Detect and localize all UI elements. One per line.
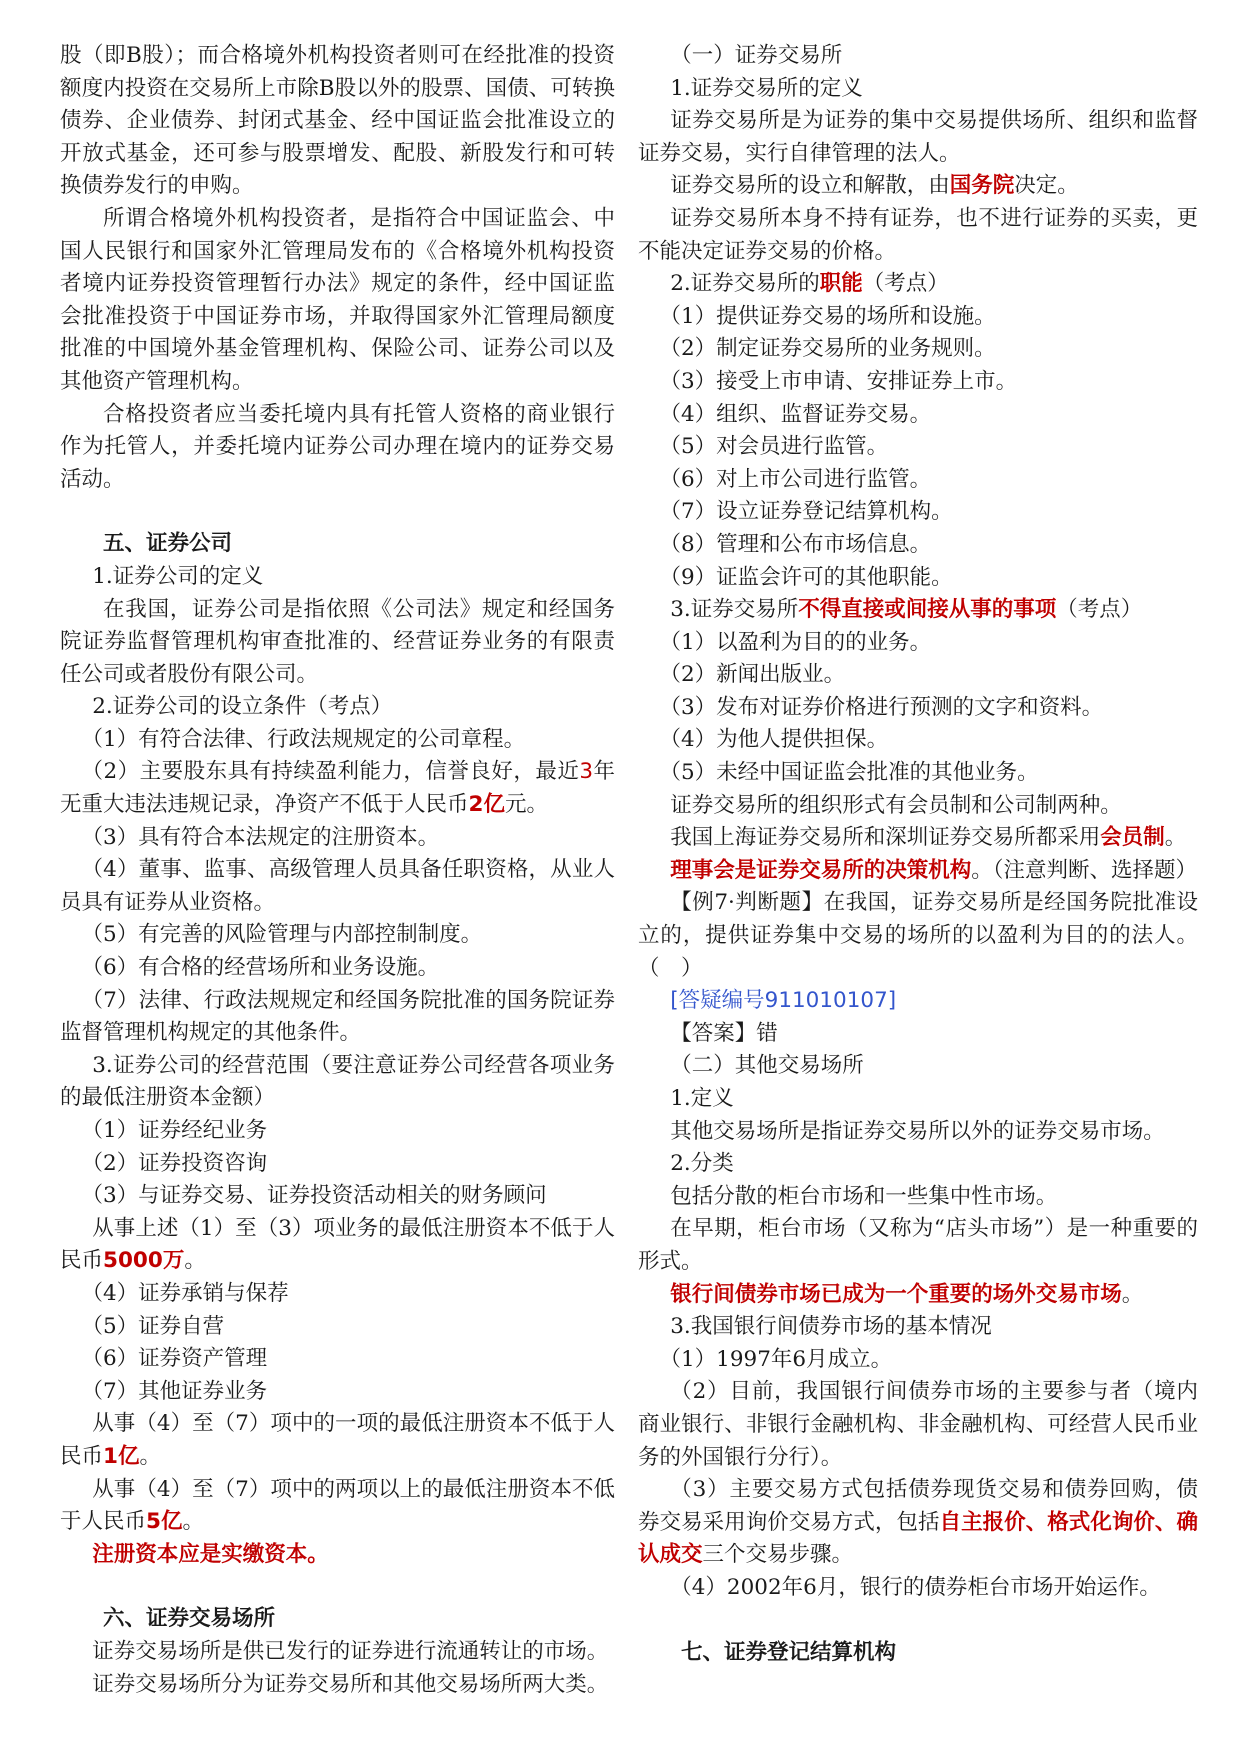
highlight-text: 理事会是证券交易所的决策机构 bbox=[670, 857, 972, 883]
right-column bbox=[638, 40, 1198, 1669]
section-heading: 五、证券公司 bbox=[103, 531, 233, 557]
list-item: （4）证券承销与保荐 bbox=[81, 1280, 289, 1306]
paragraph-text: 。 bbox=[1164, 825, 1187, 851]
highlight-text: 自主报价、格式化询价、确认成交 bbox=[638, 1509, 1198, 1568]
list-item: （4）组织、监督证券交易。 bbox=[659, 401, 932, 427]
list-item: （4）董事、监事、高级管理人员具备任职资格，从业人员具有证券从业资格。 bbox=[60, 857, 615, 915]
list-item: （1）证券经纪业务 bbox=[81, 1118, 268, 1143]
list-item: （6）证券资产管理 bbox=[81, 1346, 268, 1372]
qa-reference-link[interactable]: [答疑编号911010107] bbox=[670, 988, 897, 1014]
subsection-heading: 2.证券公司的设立条件（考点） bbox=[92, 694, 393, 720]
list-item: （2）制定证券交易所的业务规则。 bbox=[659, 336, 996, 362]
list-item: （4）2002年6月，银行的债券柜台市场开始运作。 bbox=[670, 1574, 1161, 1600]
paragraph bbox=[60, 1213, 615, 1278]
paragraph-text: 从事（4）至（7）项中的一项的最低注册资本不低于人民币 bbox=[60, 1411, 615, 1469]
paragraph bbox=[638, 1279, 1198, 1312]
paragraph-text: 。 bbox=[182, 1509, 204, 1535]
list-item: （1）提供证券交易的场所和设施。 bbox=[659, 303, 996, 329]
paragraph-text: 。（注意判断、选择题） bbox=[971, 857, 1198, 883]
list-item: （7）设立证券登记结算机构。 bbox=[659, 499, 953, 525]
list-item-text: 三个交易步骤。 bbox=[702, 1542, 854, 1568]
list-item: （5）有完善的风险管理与内部控制制度。 bbox=[81, 922, 483, 948]
list-item bbox=[638, 1474, 1198, 1572]
list-item: （1）以盈利为目的的业务。 bbox=[659, 629, 932, 655]
list-item-text: 元。 bbox=[504, 792, 548, 818]
heading-text: 3.证券交易所 bbox=[670, 597, 799, 623]
paragraph-text: 决定。 bbox=[1014, 173, 1079, 199]
paragraph: 证券交易场所是供已发行的证券进行流通转让的市场。 bbox=[92, 1638, 609, 1664]
paragraph: 包括分散的柜台市场和一些集中性市场。 bbox=[670, 1183, 1058, 1209]
heading-text: （考点） bbox=[862, 271, 949, 297]
subsection-heading: 3.我国银行间债券市场的基本情况 bbox=[670, 1314, 992, 1340]
list-item: （8）管理和公布市场信息。 bbox=[659, 531, 932, 557]
answer: 【答案】错 bbox=[670, 1020, 778, 1046]
paragraph bbox=[638, 170, 1198, 203]
subsection-heading: 1.证券公司的定义 bbox=[92, 563, 264, 589]
paragraph: 证券交易所是为证券的集中交易提供场所、组织和监督证券交易，实行自律管理的法人。 bbox=[638, 108, 1198, 166]
paragraph: 股（即B股）；而合格境外机构投资者则可在经批准的投资额度内投资在交易所上市除B股以外的股票、国债、可转换债券、企业债券、封闭式基金、经中国证监会批准设立的开放式基金，还可参与股票增发、配股、新股发行和可转换债券发行的申购。 bbox=[60, 43, 615, 199]
paragraph-text: 从事（4）至（7）项中的两项以上的最低注册资本不低于人民币 bbox=[60, 1476, 615, 1535]
paragraph: 在早期，柜台市场（又称为“店头市场”）是一种重要的形式。 bbox=[638, 1216, 1198, 1274]
list-item: （6）有合格的经营场所和业务设施。 bbox=[81, 955, 440, 981]
list-item bbox=[60, 756, 615, 821]
list-item: （5）证券自营 bbox=[81, 1313, 225, 1339]
list-item: （7）法律、行政法规规定和经国务院批准的国务院证券监督管理机构规定的其他条件。 bbox=[60, 987, 615, 1046]
highlight-text: 职能 bbox=[819, 271, 863, 297]
heading-text: 2.证券交易所的 bbox=[670, 271, 820, 297]
subsection-heading: 1.证券交易所的定义 bbox=[670, 75, 863, 101]
paragraph bbox=[60, 1408, 615, 1473]
list-item: （2）目前，我国银行间债券市场的主要参与者（境内商业银行、非银行金融机构、非金融机构、可经营人民币业务的外国银行分行）。 bbox=[638, 1379, 1198, 1470]
paragraph: 证券交易所本身不持有证券，也不进行证券的买卖，更不能决定证券交易的价格。 bbox=[638, 205, 1198, 264]
list-item: （1）1997年6月成立。 bbox=[659, 1346, 893, 1372]
list-item: （3）具有符合本法规定的注册资本。 bbox=[81, 824, 440, 850]
paragraph-text: 。 bbox=[1121, 1281, 1144, 1307]
list-item: （3）发布对证券价格进行预测的文字和资料。 bbox=[659, 694, 1104, 720]
highlight-number: 5000万 bbox=[103, 1248, 185, 1274]
paragraph-text: 。 bbox=[139, 1443, 161, 1469]
list-item: （5）未经中国证监会批准的其他业务。 bbox=[659, 760, 1039, 786]
subsection-heading bbox=[638, 594, 1198, 627]
subsection-heading bbox=[638, 268, 1198, 301]
highlight-text: 会员制 bbox=[1100, 825, 1165, 851]
paragraph: 证券交易场所分为证券交易所和其他交易场所两大类。 bbox=[92, 1671, 609, 1697]
list-item: （1）有符合法律、行政法规规定的公司章程。 bbox=[81, 726, 526, 752]
list-item: （6）对上市公司进行监管。 bbox=[659, 466, 932, 492]
paragraph bbox=[60, 1474, 615, 1539]
list-item: （2）新闻出版业。 bbox=[659, 662, 846, 688]
paragraph: 所谓合格境外机构投资者，是指符合中国证监会、中国人民银行和国家外汇管理局发布的《合格境外机构投资者境内证券投资管理暂行办法》规定的条件，经中国证监会批准投资于中国证券市场，并取得国家外汇管理局额度批准的中国境外基金管理机构、保险公司、证券公司以及其他资产管理机构。 bbox=[60, 205, 615, 394]
list-item: （3）与证券交易、证券投资活动相关的财务顾问 bbox=[81, 1183, 547, 1209]
paragraph-text: 从事上述（1）至（3）项业务的最低注册资本不低于人民币 bbox=[60, 1215, 615, 1274]
highlight-note: 注册资本应是实缴资本。 bbox=[92, 1541, 329, 1567]
subsection-heading: （二）其他交易场所 bbox=[670, 1053, 864, 1079]
paragraph: 其他交易场所是指证券交易所以外的证券交易市场。 bbox=[670, 1118, 1165, 1144]
paragraph bbox=[638, 855, 1198, 888]
left-column bbox=[60, 40, 615, 1701]
paragraph-text: 。 bbox=[184, 1248, 206, 1274]
highlight-number: 5亿 bbox=[146, 1509, 183, 1535]
list-item: （5）对会员进行监管。 bbox=[659, 434, 889, 460]
list-item: （2）证券投资咨询 bbox=[81, 1150, 268, 1176]
paragraph: 合格投资者应当委托境内具有托管人资格的商业银行作为托管人，并委托境内证券公司办理在境内的证券交易活动。 bbox=[60, 401, 615, 492]
highlight-number: 1亿 bbox=[103, 1443, 140, 1469]
list-item-text: 年无重大违法违规记录，净资产不低于人民币 bbox=[60, 759, 615, 818]
list-item-text: （2）主要股东具有持续盈利能力，信誉良好，最近 bbox=[81, 759, 580, 785]
subsection-heading: 1.定义 bbox=[670, 1086, 734, 1111]
section-heading: 七、证券登记结算机构 bbox=[681, 1639, 897, 1665]
section-heading: 六、证券交易场所 bbox=[103, 1606, 276, 1632]
highlight-text: 银行间债券市场已成为一个重要的场外交易市场 bbox=[670, 1281, 1122, 1307]
list-item: （9）证监会许可的其他职能。 bbox=[659, 564, 953, 590]
subsection-heading: 3.证券公司的经营范围（要注意证券公司经营各项业务的最低注册资本金额） bbox=[60, 1052, 615, 1111]
list-item: （3）接受上市申请、安排证券上市。 bbox=[659, 368, 1018, 394]
highlight-text: 国务院 bbox=[949, 173, 1015, 199]
paragraph-text: 证券交易所的设立和解散，由 bbox=[670, 173, 950, 199]
subsection-heading: 2.分类 bbox=[670, 1151, 734, 1177]
highlight-number: 2亿 bbox=[468, 792, 505, 818]
paragraph bbox=[638, 822, 1198, 855]
highlight-number: 3 bbox=[579, 759, 593, 785]
subsection-heading: （一）证券交易所 bbox=[670, 43, 843, 68]
paragraph: 在我国，证券公司是指依照《公司法》规定和经国务院证券监督管理机构审查批准的、经营证券业务的有限责任公司或者股份有限公司。 bbox=[60, 596, 615, 687]
highlight-text: 不得直接或间接从事的事项 bbox=[798, 597, 1057, 623]
list-item-text: （3）主要交易方式包括债券现货交易和债券回购，债券交易采用询价交易方式，包括 bbox=[638, 1477, 1198, 1535]
heading-text: （考点） bbox=[1056, 597, 1143, 623]
example-question: 【例7·判断题】在我国，证券交易所是经国务院批准设立的，提供证券集中交易的场所的以盈利为目的的法人。（ ） bbox=[638, 890, 1198, 981]
list-item: （4）为他人提供担保。 bbox=[659, 727, 889, 753]
paragraph-text: 我国上海证券交易所和深圳证券交易所都采用 bbox=[670, 825, 1101, 851]
list-item: （7）其他证券业务 bbox=[81, 1378, 268, 1404]
paragraph: 证券交易所的组织形式有会员制和公司制两种。 bbox=[670, 792, 1122, 818]
